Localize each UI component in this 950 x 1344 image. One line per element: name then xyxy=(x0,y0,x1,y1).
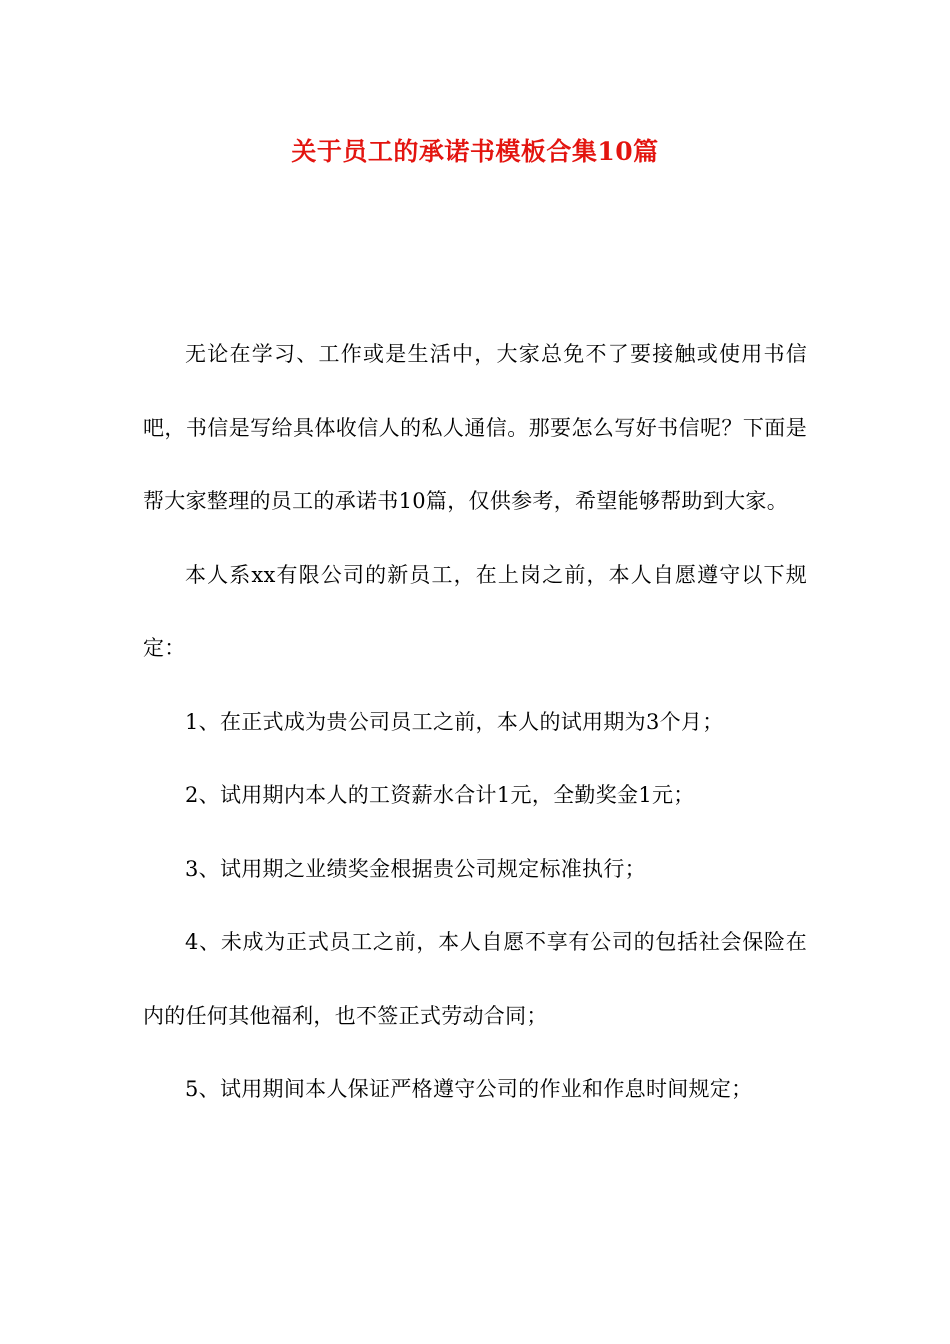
document-title: 关于员工的承诺书模板合集10篇 xyxy=(291,137,659,166)
document-body xyxy=(143,318,807,1127)
paragraph-item-4: 4、未成为正式员工之前，本人自愿不享有公司的包括社会保险在内的任何其他福利，也不签正式劳动合同； xyxy=(143,930,807,1028)
paragraph-intro: 无论在学习、工作或是生活中，大家总免不了要接触或使用书信吧，书信是写给具体收信人的私人通信。那要怎么写好书信呢？下面是帮大家整理的员工的承诺书10篇，仅供参考，希望能够帮助到大家。 xyxy=(143,342,807,513)
paragraph-item-2: 2、试用期内本人的工资薪水合计1元，全勤奖金1元； xyxy=(185,783,695,807)
paragraph-item-1: 1、在正式成为贵公司员工之前，本人的试用期为3个月； xyxy=(185,709,724,734)
paragraph-item-3: 3、试用期之业绩奖金根据贵公司规定标准执行； xyxy=(185,856,646,881)
paragraph-statement: 本人系xx有限公司的新员工，在上岗之前，本人自愿遵守以下规定： xyxy=(143,562,807,660)
paragraph-item-5: 5、试用期间本人保证严格遵守公司的作业和作息时间规定； xyxy=(185,1077,753,1101)
